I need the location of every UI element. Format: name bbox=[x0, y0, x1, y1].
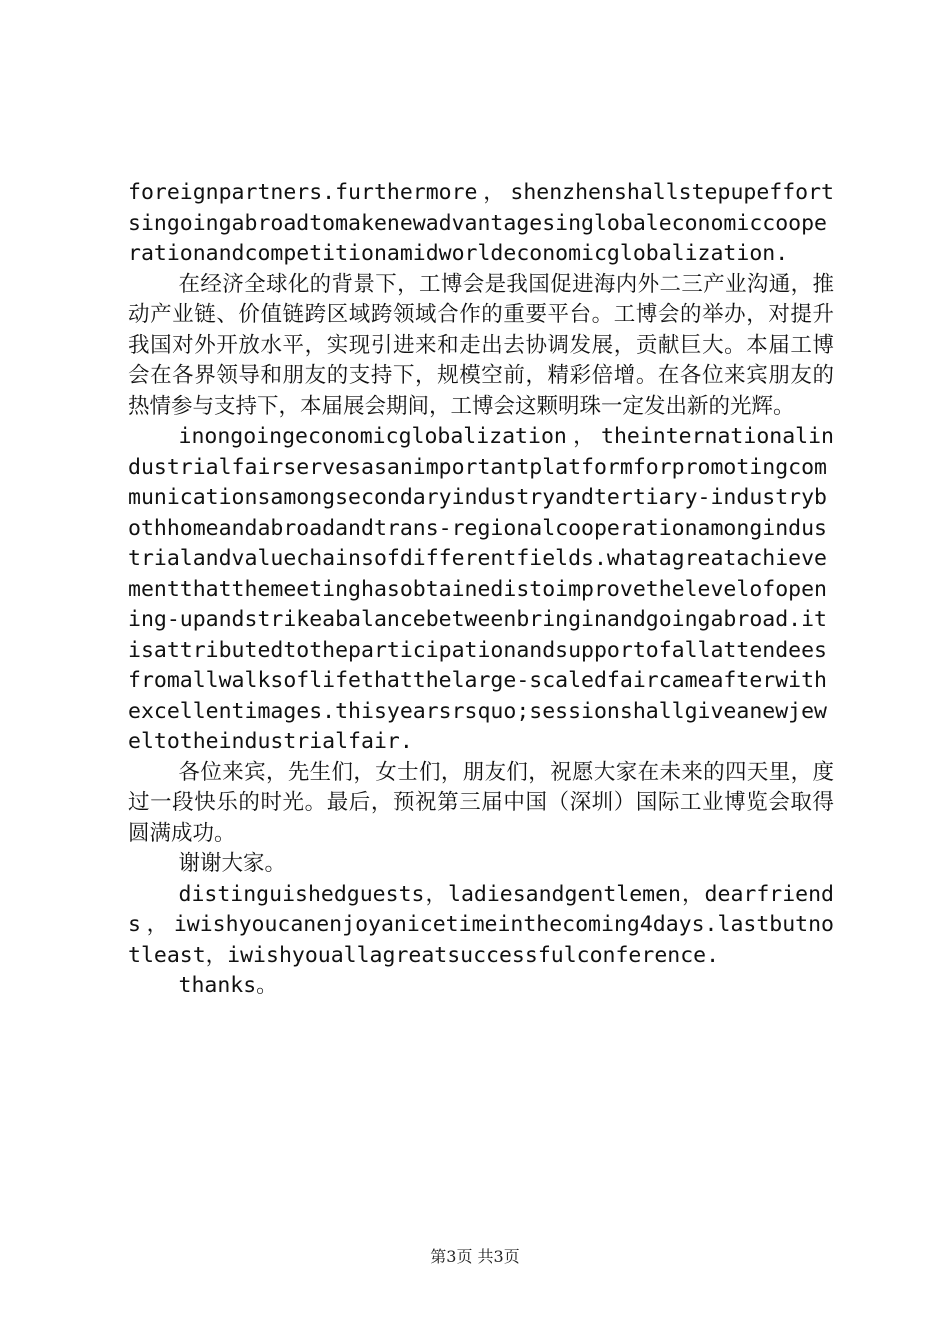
paragraph-english-thanks: thanks。 bbox=[178, 973, 278, 998]
paragraph-chinese-wishes: 各位来宾，先生们，女士们，朋友们，祝愿大家在未来的四天里，度过一段快乐的时光。最后，预祝第三届中国（深圳）国际工业博览会取得圆满成功。 bbox=[128, 759, 834, 846]
document-body bbox=[128, 178, 834, 1002]
paragraph-english-intro: foreignpartners.furthermore，shenzhenshallstepupeffortsingoingabroadtomakenewadvantagesinglobaleconomiccooperationandcompetitionamidworldeconomicglobalization. bbox=[128, 180, 834, 266]
paragraph-chinese-thanks: 谢谢大家。 bbox=[178, 851, 287, 876]
page-number-footer: 第3页 共3页 bbox=[430, 1247, 520, 1266]
paragraph-chinese-globalization: 在经济全球化的背景下，工博会是我国促进海内外二三产业沟通，推动产业链、价值链跨区域跨领域合作的重要平台。工博会的举办，对提升我国对外开放水平，实现引进来和走出去协调发展，贡献巨大。本届工博会在各界领导和朋友的支持下，规模空前，精彩倍增。在各位来宾朋友的热情参与支持下，本届展会期间，工博会这颗明珠一定发出新的光辉。 bbox=[128, 271, 834, 419]
paragraph-english-globalization: inongoingeconomicglobalization，theinternationalindustrialfairservesasanimportantplatformforpromotingcommunicationsamongsecondaryindustryandtertiary-industrybothhomeandabroadandtrans-regionalcooperationamongindustrialandvaluechainsofdifferentfields.whatagreatachievementthatthemeetinghasobtainedistoimprovethelevelofopening-upandstrikeabalancebetweenbringinandgoingabroad.itisattributedtotheparticipationandsupportofallattendeesfromallwalksoflifethatthelarge-scaledfaircameafterwithexcellentimages.thisyearsrsquo;sessionshallgiveanewjeweltotheindustrialfair. bbox=[128, 424, 834, 754]
paragraph-english-wishes: distinguishedguests，ladiesandgentlemen，dearfriends，iwishyoucanenjoyanicetimeinthecoming4days.lastbutnotleast，iwishyouallagreatsuccessfulconference. bbox=[128, 881, 834, 968]
